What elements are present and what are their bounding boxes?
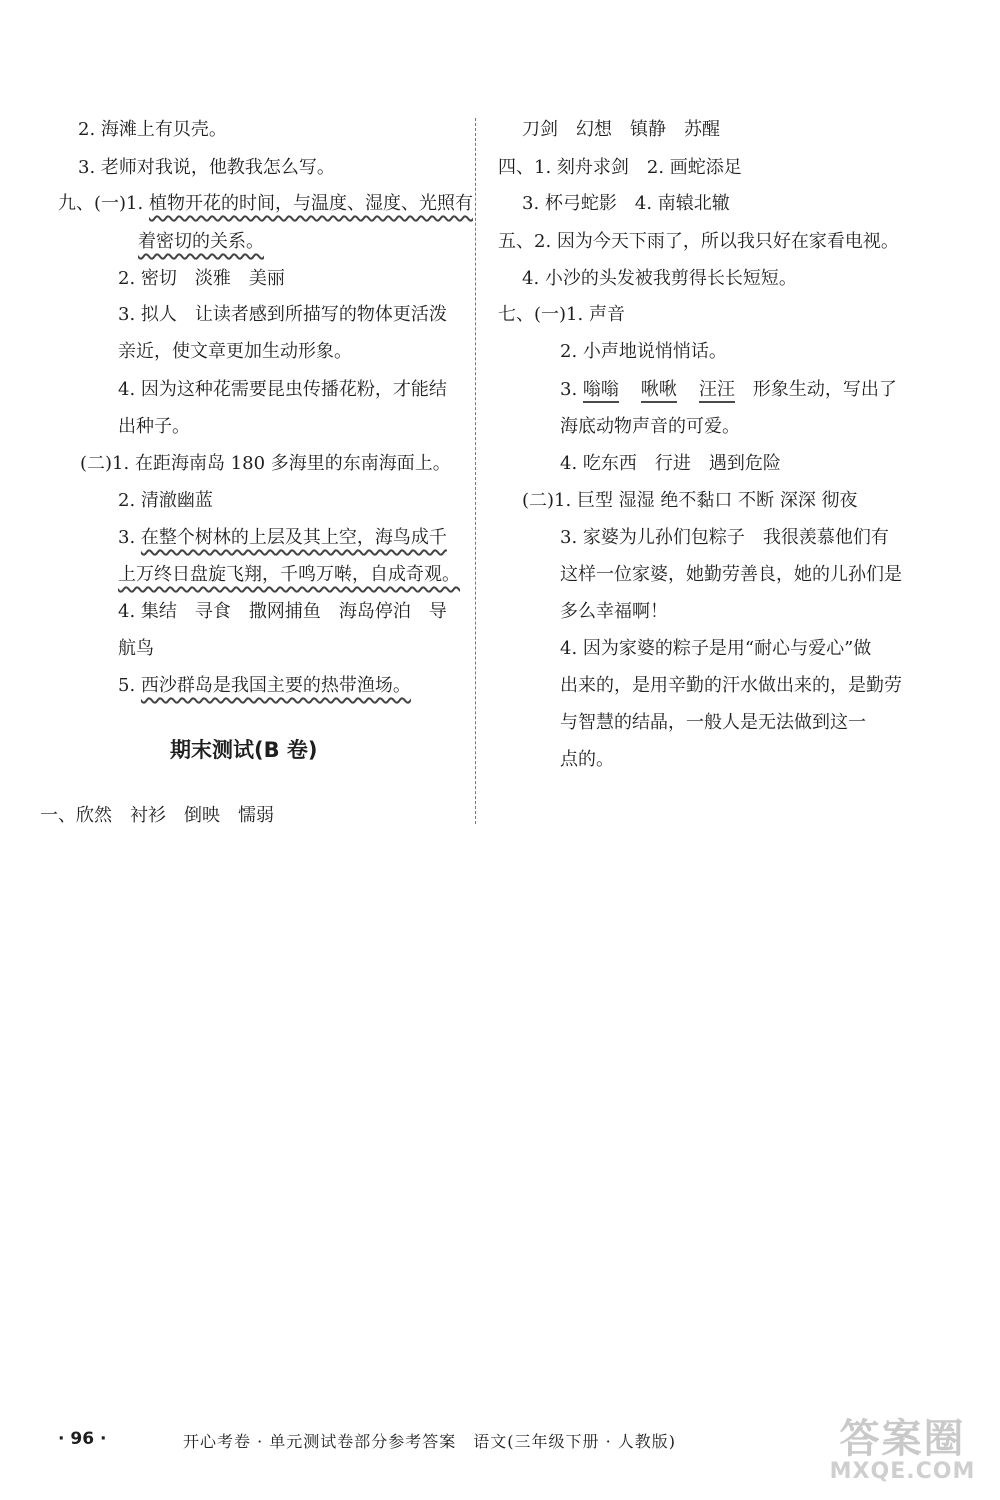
item-number: 3. (560, 379, 583, 400)
answer-line: 2. 清澈幽蓝 (118, 490, 213, 511)
answer-line: 刀剑 幻想 镇静 苏醒 (522, 119, 720, 140)
underlined-answer: 西沙群岛是我国主要的热带渔场。 (140, 675, 411, 696)
answer-line (118, 525, 447, 551)
footer-title: 开心考卷 · 单元测试卷部分参考答案 语文(三年级下册 · 人教版) (183, 1432, 677, 1451)
underlined-answer: 植物开花的时间，与温度、湿度、光照有 (148, 193, 473, 214)
answer-line: 与智慧的结晶，一般人是无法做到这一 (560, 712, 866, 733)
answer-line: 亲近，使文章更加生动形象。 (118, 341, 352, 362)
section-label: 九、(一)1. (58, 193, 149, 214)
item-number: 5. (118, 675, 141, 696)
answer-line: 4. 小沙的头发被我剪得长长短短。 (522, 268, 797, 289)
answer-line: 3. 拟人 让读者感到所描写的物体更活泼 (118, 304, 447, 325)
underlined-word: 汪汪 (699, 379, 735, 403)
answer-line: 3. 老师对我说，他教我怎么写。 (78, 157, 335, 178)
item-number: 3. (118, 527, 141, 548)
answer-line: 2. 小声地说悄悄话。 (560, 341, 727, 362)
underlined-answer: 上万终日盘旋飞翔，千鸣万啭，自成奇观。 (118, 564, 460, 585)
answer-line: 五、2. 因为今天下雨了，所以我只好在家看电视。 (498, 231, 899, 252)
watermark-text: 答案圈 (839, 1416, 966, 1462)
underlined-answer: 着密切的关系。 (138, 231, 264, 252)
underlined-word: 嗡嗡 (583, 379, 619, 403)
answer-line (58, 191, 473, 217)
answer-text: 形象生动，写出了 (734, 379, 897, 400)
answer-line: 4. 吃东西 行进 遇到危险 (560, 453, 781, 474)
answer-line: 4. 因为家婆的粽子是用“耐心与爱心”做 (560, 638, 872, 659)
answer-line: 出种子。 (118, 416, 190, 437)
answer-line: 七、(一)1. 声音 (498, 304, 625, 325)
answer-line: 3. 杯弓蛇影 4. 南辕北辙 (522, 193, 730, 214)
answer-line: 4. 集结 寻食 撒网捕鱼 海岛停泊 导 (118, 601, 447, 622)
answer-line (118, 673, 411, 699)
answer-line: (二)1. 巨型 湿湿 绝不黏口 不断 深深 彻夜 (522, 490, 858, 511)
watermark-url: MXQE.COM (829, 1459, 976, 1484)
answer-line: 多么幸福啊！ (560, 601, 668, 622)
answer-line (118, 562, 460, 588)
watermark-logo (815, 1403, 990, 1491)
answer-line: 点的。 (560, 749, 614, 770)
answer-line: 海底动物声音的可爱。 (560, 416, 740, 437)
underlined-answer: 在整个树林的上层及其上空，海鸟成千 (140, 527, 447, 548)
answer-line: 航鸟 (118, 638, 154, 659)
answer-line: 4. 因为这种花需要昆虫传播花粉，才能结 (118, 379, 447, 400)
answer-line: 一、欣然 衬衫 倒映 懦弱 (40, 805, 274, 826)
answer-line: (二)1. 在距海南岛 180 多海里的东南海面上。 (80, 453, 451, 474)
answer-line (560, 377, 897, 403)
answer-line: 出来的，是用辛勤的汗水做出来的，是勤劳 (560, 675, 902, 696)
answer-line: 3. 家婆为儿孙们包粽子 我很羡慕他们有 (560, 527, 889, 548)
answer-line: 这样一位家婆，她勤劳善良，她的儿孙们是 (560, 564, 902, 585)
underlined-word: 啾啾 (641, 379, 677, 403)
column-divider (475, 118, 476, 824)
answer-line (138, 229, 264, 255)
answer-line: 2. 密切 淡雅 美丽 (118, 268, 285, 289)
section-heading: 期末测试(B 卷) (170, 738, 318, 762)
answer-line: 2. 海滩上有贝壳。 (78, 119, 227, 140)
answer-line: 四、1. 刻舟求剑 2. 画蛇添足 (498, 157, 742, 178)
page-number: · 96 · (58, 1429, 107, 1449)
